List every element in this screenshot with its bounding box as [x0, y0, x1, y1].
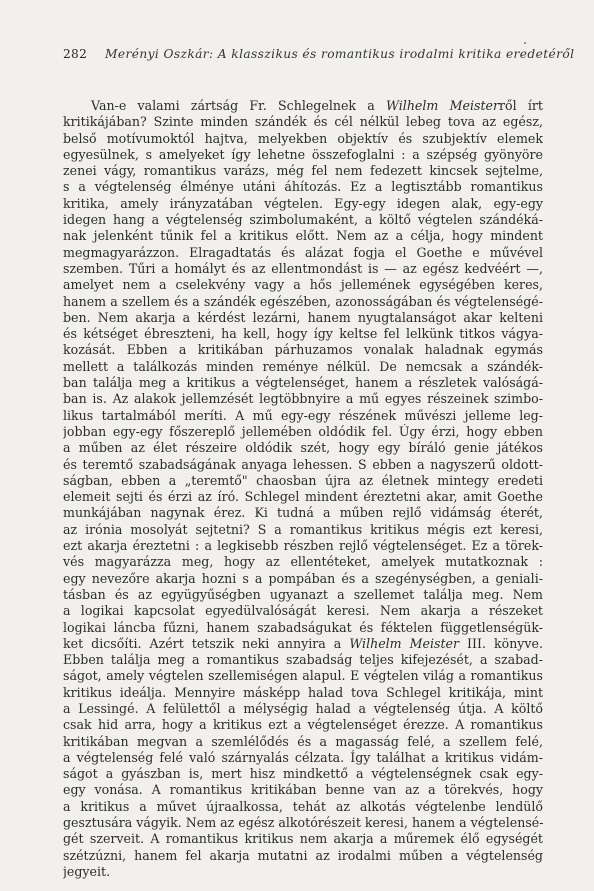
text-line: hanem a szellem és a szándék egészében, azonosságában és végtelenségé-	[63, 293, 543, 309]
text-line: nak jelenként tűnik fel a kritikus előtt. Nem az a célja, hogy mindent	[63, 228, 543, 244]
body-text	[63, 98, 543, 880]
text-line: ket dicsőíti. Azért tetszik neki annyira a Wilhelm Meister III. könyve.	[63, 635, 543, 651]
text-line: Ebben találja meg a romantikus szabadság teljes kifejezését, a szabad-	[63, 652, 543, 668]
text-line: elemeit sejti és érzi az író. Schlegel mindent éreztetni akar, amit Goethe	[63, 489, 543, 505]
text-line: egy nevezőre akarja hozni s a pompában és a szegénységben, a geniali-	[63, 570, 543, 586]
page-number: 282	[63, 47, 88, 61]
text-line: vés magyarázza meg, hogy az ellentéteket, amelyek mutatkoznak :	[63, 554, 543, 570]
text-line: az irónia mosolyát sejtetni? S a romantikus kritikus mégis ezt keresi,	[63, 521, 543, 537]
text-line: kritikus ideálja. Mennyire másképp halad tova Schlegel kritikája, mint	[63, 684, 543, 700]
text-line: kritika, amely irányzatában végtelen. Egy-egy idegen alak, egy-egy	[63, 195, 543, 211]
text-line: gesztusára vágyik. Nem az egész alkotórészeit keresi, hanem a végtelensé-	[63, 815, 543, 831]
text-line: logikai láncba fűzni, hanem szabadságukat és féktelen függetlenségük-	[63, 619, 543, 635]
text-line: kozását. Ebben a kritikában párhuzamos vonalak haladnak egymás	[63, 342, 543, 358]
text-line: zenei vágy, romantikus varázs, még fel nem fedezett kincsek sejtelme,	[63, 163, 543, 179]
text-line: a műben az élet részeire oldódik szét, hogy egy bíráló genie játékos	[63, 440, 543, 456]
text-line: a végtelenség felé való szárnyalás célzata. Így találhat a kritikus vidám-	[63, 749, 543, 765]
text-line: kritikájában? Szinte minden szándék és cél nélkül lebeg tova az egész,	[63, 114, 543, 130]
text-line: a Lessingé. A felülettől a mélységig halad a végtelenség útja. A költő	[63, 700, 543, 716]
text-line: idegen hang a végtelenség szimbolumaként, a költő végtelen szándéká-	[63, 212, 543, 228]
text-line: mellett a találkozás minden reménye nélkül. De nemcsak a szándék-	[63, 358, 543, 374]
print-speck	[524, 42, 526, 44]
text-line: kritikában megvan a szemlélődés és a magasság felé, a szellem felé,	[63, 733, 543, 749]
text-line: munkájában nagynak érez. Ki tudná a műben rejlő vidámság éterét,	[63, 505, 543, 521]
text-line: gét szerveit. A romantikus kritikus nem akarja a műremek élő egységét	[63, 831, 543, 847]
text-line: ságot, amely végtelen szellemiségen alapul. E végtelen világ a romantikus	[63, 668, 543, 684]
book-title-emphasis: Wilhelm Meister	[386, 98, 499, 113]
text-line: megmagyarázzon. Elragadtatás és alázat fogja el Goethe e művével	[63, 244, 543, 260]
text-line: amelyet nem a cselekvény vagy a hős jellemének egységében keres,	[63, 277, 543, 293]
text-line: szétzúzni, hanem fel akarja mutatni az irodalmi műben a végtelenség	[63, 847, 543, 863]
running-title: Merényi Oszkár: A klasszikus és romantikus irodalmi kritika eredetéről	[105, 47, 575, 61]
text-line: ban is. Az alakok jellemzését legtöbbnyire a mű egyes részeinek szimbo-	[63, 391, 543, 407]
text-line: ságban, ebben a „teremtő" chaosban újra az életnek mintegy eredeti	[63, 472, 543, 488]
text-line: tásban és az együgyűségben ugyanazt a szellemet találja meg. Nem	[63, 586, 543, 602]
text-line: ezt akarja éreztetni : a legkisebb részben rejlő végtelenséget. Ez a törek-	[63, 538, 543, 554]
text-line: szemben. Tűri a homályt és az ellentmondást is — az egész kedvéért —,	[63, 260, 543, 276]
text-line: belső motívumoktól hajtva, melyekben objektív és szubjektív elemek	[63, 130, 543, 146]
text-line: a kritikus a művet újraalkossa, tehát az alkotás végtelenbe lendülő	[63, 798, 543, 814]
text-line: és teremtő szabadságának anyaga lehessen. S ebben a nagyszerű oldott-	[63, 456, 543, 472]
text-line: ben. Nem akarja a kérdést lezárni, hanem nyugtalanságot akar kelteni	[63, 309, 543, 325]
text-line: csak hid arra, hogy a kritikus ezt a végtelenséget érezze. A romantikus	[63, 717, 543, 733]
text-line: Van-e valami zártság Fr. Schlegelnek a Wilhelm Meisterről írt	[91, 98, 543, 113]
text-line: ban találja meg a kritikus a végtelenséget, hanem a részletek valóságá-	[63, 375, 543, 391]
text-line: és kétséget ébreszteni, ha kell, hogy így keltse fel lelkünk titkos vágya-	[63, 326, 543, 342]
text-line: s a végtelenség élménye utáni áhítozás. Ez a legtisztább romantikus	[63, 179, 543, 195]
text-line: egyesülnek, s amelyeket így lehetne összefoglalni : a szépség gyönyöre	[63, 146, 543, 162]
text-line: likus tartalmából meríti. A mű egy-egy részének művészi jelleme leg-	[63, 407, 543, 423]
text-line: jobban egy-egy főszereplő jellemében oldódik fel. Úgy érzi, hogy ebben	[63, 423, 543, 439]
text-line: egy vonása. A romantikus kritikában benne van az a törekvés, hogy	[63, 782, 543, 798]
book-title-emphasis: Wilhelm Meister	[349, 635, 460, 651]
text-line: jegyeit.	[63, 863, 111, 879]
text-line: a logikai kapcsolat egyedülvalóságát keresi. Nem akarja a részeket	[63, 603, 543, 619]
text-line: ságot a gyászban is, mert hisz mindkettő a végtelenségnek csak egy-	[63, 766, 543, 782]
running-header	[63, 46, 575, 62]
